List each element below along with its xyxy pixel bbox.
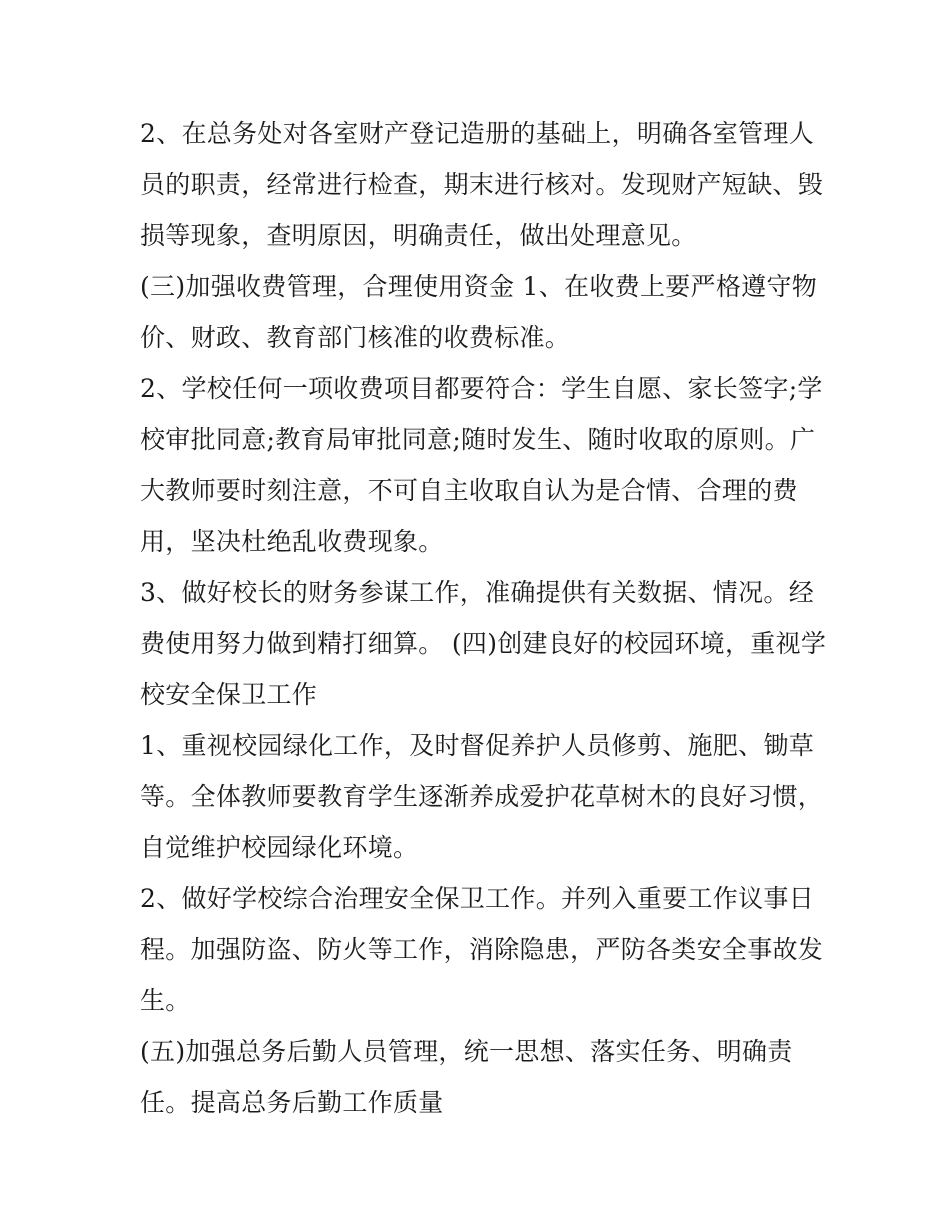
paragraph-fee-compliance: 2、学校任何一项收费项目都要符合：学生自愿、家长签字;学校审批同意;教育局审批同意;随时发生、随时收取的原则。广大教师要时刻注意，不可自主收取自认为是合情、合理的费用，坚决杜绝乱收费现象。 [140,374,823,556]
paragraph-fee-management-heading: (三)加强收费管理，合理使用资金 1、在收费上要严格遵守物价、财政、教育部门核准的收费标准。 [140,272,818,352]
paragraph-staff-management: (五)加强总务后勤人员管理，统一思想、落实任务、明确责任。提高总务后勤工作质量 [140,1037,793,1117]
paragraph-campus-greening: 1、重视校园绿化工作，及时督促养护人员修剪、施肥、锄草等。全体教师要教育学生逐渐养成爱护花草树木的良好习惯，自觉维护校园绿化环境。 [140,731,824,862]
paragraph-safety-security: 2、做好学校综合治理安全保卫工作。并列入重要工作议事日程。加强防盗、防火等工作，消除隐患，严防各类安全事故发生。 [140,884,824,1015]
paragraph-property-registration: 2、在总务处对各室财产登记造册的基础上，明确各室管理人员的职责，经常进行检查，期末进行核对。发现财产短缺、毁损等现象，查明原因，明确责任，做出处理意见。 [140,119,824,250]
paragraph-finance-advisory: 3、做好校长的财务参谋工作，准确提供有关数据、情况。经费使用努力做到精打细算。 (四)创建良好的校园环境，重视学校安全保卫工作 [140,578,827,709]
document-body [140,108,830,1128]
